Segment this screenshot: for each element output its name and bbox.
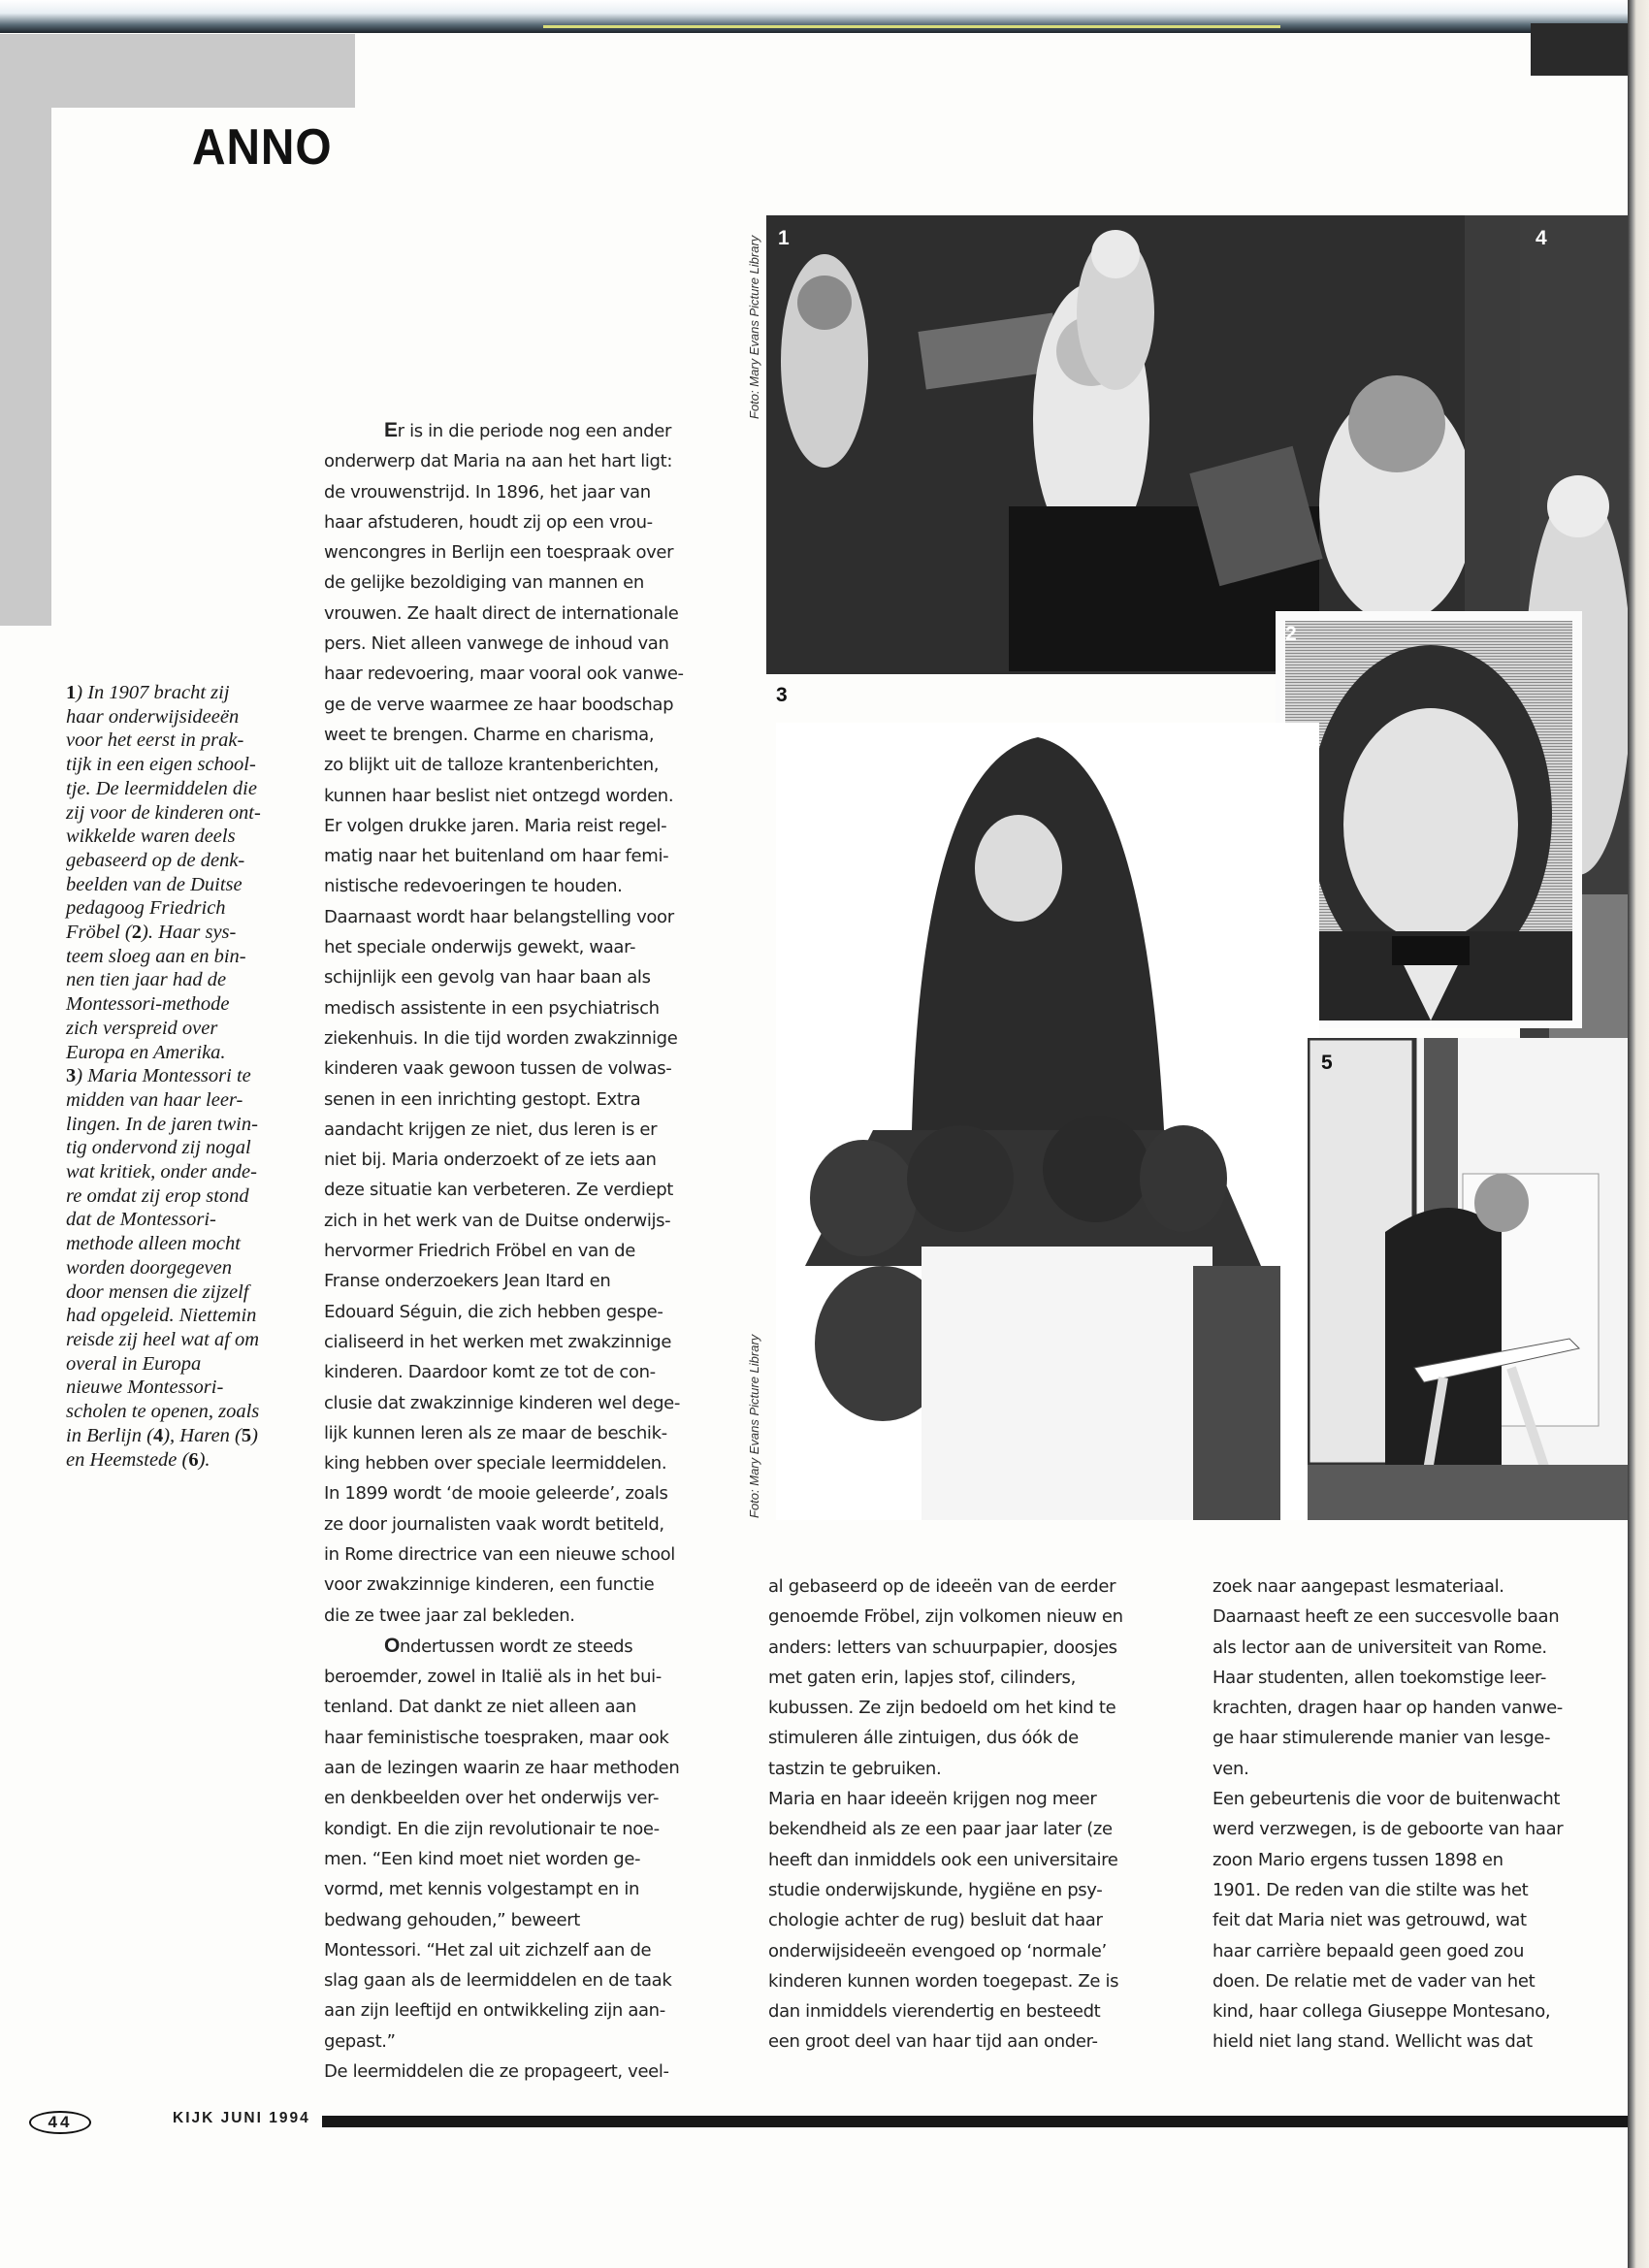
article-text: r is in die periode nog een ander	[397, 421, 672, 441]
article-line	[324, 1692, 722, 1722]
page-gutter-edge	[1628, 0, 1649, 2268]
article-text: chologie achter de rug) besluit dat haar	[768, 1910, 1103, 1931]
caption-text: beelden van de Duitse	[66, 873, 242, 895]
article-line	[1212, 1936, 1620, 1966]
article-line	[324, 629, 722, 659]
article-line	[1212, 1966, 1620, 1996]
caption-text: ). Haar sys-	[142, 922, 237, 944]
article-text: senen in een inrichting gestopt. Extra	[324, 1088, 641, 1110]
article-text: tenland. Dat dankt ze niet alleen aan	[324, 1697, 636, 1718]
article-text: kinderen kunnen worden toegepast. Ze is	[768, 1970, 1119, 1992]
article-text: haar carrière bepaald geen goed zou	[1212, 1940, 1524, 1961]
article-text: kinderen. Daardoor komt ze tot de con-	[324, 1362, 656, 1383]
article-text: de vrouwenstrijd. In 1896, het jaar van	[324, 481, 651, 502]
caption-text: reisde zij heel wat af om	[66, 1328, 260, 1350]
caption-photo-number: 2	[131, 922, 142, 944]
caption-line	[66, 1256, 299, 1280]
caption-text: voor het eerst in prak-	[66, 729, 244, 752]
article-text: zoek naar aangepast lesmateriaal.	[1212, 1576, 1504, 1597]
article-text: kunnen haar beslist niet ontzegd worden.	[324, 785, 674, 806]
article-text: Daarnaast heeft ze een succesvolle baan	[1212, 1606, 1560, 1628]
caption-text: methode alleen mocht	[66, 1233, 241, 1255]
caption-line	[66, 1088, 299, 1113]
article-text: Haar studenten, allen toekomstige leer-	[1212, 1667, 1547, 1688]
scan-top-highlight	[543, 25, 1280, 28]
article-line	[768, 1784, 1195, 1814]
article-line	[324, 1388, 722, 1418]
article-text: men. “Een kind moet niet worden ge-	[324, 1848, 641, 1869]
top-right-dark-block	[1531, 23, 1628, 76]
article-text: zo blijkt uit de talloze krantenberichten,	[324, 755, 660, 776]
caption-line	[66, 1424, 299, 1448]
article-line	[324, 659, 722, 689]
photo-1-classroom	[766, 215, 1520, 674]
article-line	[768, 1663, 1195, 1693]
article-line	[324, 1418, 722, 1448]
caption-line	[66, 705, 299, 729]
article-text: ge haar stimulerende manier van lesge-	[1212, 1728, 1551, 1749]
article-text: zoon Mario ergens tussen 1898 en	[1212, 1849, 1504, 1870]
grey-side-band	[0, 34, 51, 626]
article-line	[324, 1085, 722, 1115]
caption-line	[66, 1448, 299, 1473]
article-line	[324, 1844, 722, 1874]
drop-initial: E	[384, 419, 398, 441]
caption-text: )	[251, 1424, 258, 1446]
article-line	[324, 690, 722, 720]
article-text: werd verzwegen, is de geboorte van haar	[1212, 1819, 1564, 1840]
article-line	[768, 2026, 1195, 2057]
article-text: king hebben over speciale leermiddelen.	[324, 1453, 667, 1474]
article-text: Er volgen drukke jaren. Maria reist regel-	[324, 815, 667, 836]
article-column-2	[768, 1571, 1195, 2057]
article-line	[324, 2057, 722, 2087]
article-text: kondigt. En die zijn revolutionair te noe-	[324, 1818, 660, 1839]
caption-text: wikkelde waren deels	[66, 826, 236, 848]
caption-text: scholen te openen, zoals	[66, 1401, 260, 1423]
article-line	[1212, 1754, 1620, 1784]
article-text: In 1899 wordt ‘de mooie geleerde’, zoals	[324, 1483, 668, 1505]
article-text: anders: letters van schuurpapier, doosjes	[768, 1636, 1117, 1658]
caption-text: haar onderwijsideeën	[66, 705, 240, 728]
photo-3-number: 3	[776, 684, 788, 706]
article-text: kinderen vaak gewoon tussen de volwas-	[324, 1058, 672, 1080]
article-line	[768, 1996, 1195, 2026]
article-line	[324, 932, 722, 962]
photo-5-haren	[1308, 1038, 1628, 1520]
article-line	[1212, 1723, 1620, 1753]
article-text: als lector aan de universiteit van Rome.	[1212, 1636, 1547, 1658]
article-line	[324, 1023, 722, 1053]
article-text: kind, haar collega Giuseppe Montesano,	[1212, 2001, 1551, 2023]
article-text: onderwijsideeën evengoed op ‘normale’	[768, 1940, 1107, 1961]
article-line	[324, 1814, 722, 1844]
caption-photo-number: 4	[152, 1424, 164, 1446]
article-line	[324, 1357, 722, 1387]
article-line	[1212, 1693, 1620, 1723]
article-text: cialiseerd in het werken met zwakzinnige	[324, 1331, 672, 1352]
article-text: studie onderwijskunde, hygiëne en psy-	[768, 1879, 1103, 1900]
photo-1-label: 1	[778, 227, 790, 249]
article-text: ge de verve waarmee ze haar boodschap	[324, 694, 674, 715]
article-text: en denkbeelden over het onderwijs ver-	[324, 1788, 660, 1809]
article-text: nistische redevoeringen te houden.	[324, 876, 623, 897]
article-text: met gaten erin, lapjes stof, cilinders,	[768, 1667, 1076, 1688]
article-line	[324, 1631, 722, 1662]
article-text: haar afstuderen, houdt zij op een vrou-	[324, 511, 653, 533]
article-line	[324, 902, 722, 932]
caption-photo-number: 5	[241, 1424, 252, 1446]
article-line	[324, 1509, 722, 1539]
article-line	[324, 1723, 722, 1753]
article-line	[324, 1145, 722, 1175]
article-text: ze door journalisten vaak wordt betiteld,	[324, 1513, 664, 1535]
caption-text: zich verspreid over	[66, 1017, 218, 1039]
article-text: Montessori. “Het zal uit zichzelf aan de	[324, 1939, 652, 1960]
caption-line	[66, 1160, 299, 1184]
article-line	[1212, 1663, 1620, 1693]
caption-line	[66, 1064, 299, 1088]
article-line	[768, 1845, 1195, 1875]
article-line	[1212, 1875, 1620, 1905]
article-text: aandacht krijgen ze niet, dus leren is er	[324, 1118, 658, 1140]
article-line	[324, 567, 722, 598]
photo-5-illustration	[1308, 1038, 1628, 1520]
caption-line	[66, 945, 299, 969]
article-line	[324, 2026, 722, 2057]
article-text: 1901. De reden van die stilte was het	[1212, 1879, 1529, 1900]
caption-text: ), Haren (	[163, 1424, 242, 1446]
article-text: genoemde Fröbel, zijn volkomen nieuw en	[768, 1606, 1123, 1628]
article-text: schijnlijk een gevolg van haar baan als	[324, 967, 651, 988]
caption-line	[66, 753, 299, 777]
article-text: gepast.”	[324, 2030, 396, 2052]
caption-text: pedagoog Friedrich	[66, 897, 226, 920]
article-column-3	[1212, 1571, 1620, 2057]
article-text: beroemder, zowel in Italië als in het bui-	[324, 1667, 662, 1688]
article-text: Daarnaast wordt haar belangstelling voor	[324, 906, 674, 927]
article-text: doen. De relatie met de vader van het	[1212, 1970, 1536, 1992]
photo-2-label: 2	[1285, 623, 1297, 645]
caption-line	[66, 1041, 299, 1065]
caption-photo-number: 3	[66, 1065, 77, 1087]
caption-line	[66, 801, 299, 826]
caption-line	[66, 873, 299, 897]
caption-text: door mensen die zijzelf	[66, 1280, 249, 1303]
article-text: clusie dat zwakzinnige kinderen wel dege-	[324, 1392, 681, 1413]
article-text: stimuleren álle zintuigen, dus óók de	[768, 1728, 1079, 1749]
caption-line	[66, 777, 299, 801]
article-line	[324, 1753, 722, 1783]
article-line	[324, 1206, 722, 1236]
caption-text: nieuwe Montessori-	[66, 1377, 224, 1399]
article-text: onderwerp dat Maria na aan het hart ligt:	[324, 451, 673, 472]
article-line	[324, 1601, 722, 1631]
photo-4-label: 4	[1536, 227, 1547, 249]
photo-2-illustration	[1285, 621, 1572, 1021]
caption-line	[66, 849, 299, 873]
article-text: dan inmiddels vierendertig en besteedt	[768, 2001, 1101, 2023]
article-line	[768, 1633, 1195, 1663]
caption-text: wat kritiek, onder ande-	[66, 1161, 257, 1183]
article-line	[1212, 1905, 1620, 1935]
caption-text: worden doorgegeven	[66, 1256, 232, 1279]
article-text: die ze twee jaar zal bekleden.	[324, 1604, 575, 1626]
article-line	[324, 1995, 722, 2025]
article-line	[324, 1297, 722, 1327]
caption-text: lingen. In de jaren twin-	[66, 1113, 258, 1135]
drop-initial: O	[384, 1634, 400, 1657]
caption-line	[66, 1328, 299, 1352]
article-text: vormd, met kennis volgestampt en in	[324, 1879, 640, 1900]
caption-line	[66, 968, 299, 992]
page-number: 44	[29, 2111, 91, 2134]
article-text: heeft dan inmiddels ook een universitaire	[768, 1849, 1118, 1870]
caption-text: en Heemstede (	[66, 1448, 189, 1471]
caption-text: tje. De leermiddelen die	[66, 777, 257, 799]
caption-line	[66, 729, 299, 753]
article-text: ziekenhuis. In die tijd worden zwakzinnige	[324, 1027, 678, 1049]
article-text: De leermiddelen die ze propageert, veel-	[324, 2061, 669, 2083]
article-line	[324, 811, 722, 841]
article-line	[324, 1662, 722, 1692]
photo-3-montessori-with-pupils	[776, 723, 1319, 1520]
caption-photo-number: 6	[188, 1448, 199, 1471]
article-text: aan de lezingen waarin ze haar methoden	[324, 1758, 680, 1779]
article-text: ven.	[1212, 1758, 1249, 1779]
photo-credit-1: Foto: Mary Evans Picture Library	[747, 235, 761, 419]
caption-text: nen tien jaar had de	[66, 969, 227, 991]
caption-text: midden van haar leer-	[66, 1088, 243, 1111]
article-text: zich in het werk van de Duitse onderwijs-	[324, 1210, 671, 1231]
article-line	[1212, 1602, 1620, 1632]
article-text: Een gebeurtenis die voor de buitenwacht	[1212, 1789, 1561, 1810]
photo-1-illustration	[766, 215, 1520, 674]
caption-line	[66, 1113, 299, 1137]
article-line	[324, 962, 722, 992]
article-line	[324, 720, 722, 750]
article-line	[768, 1966, 1195, 1996]
article-line	[324, 415, 722, 446]
article-line	[324, 1874, 722, 1904]
caption-text: zij voor de kinderen ont-	[66, 801, 261, 824]
article-text: hield niet lang stand. Wellicht was dat	[1212, 2031, 1533, 2053]
caption-text: in Berlijn (	[66, 1424, 153, 1446]
article-line	[324, 1266, 722, 1296]
article-line	[324, 993, 722, 1023]
photo-credit-3: Foto: Mary Evans Picture Library	[747, 1334, 761, 1518]
article-text: vrouwen. Ze haalt direct de internationale	[324, 602, 679, 624]
footer-rule	[322, 2116, 1628, 2127]
caption-line	[66, 1208, 299, 1232]
caption-text: gebaseerd op de denk-	[66, 849, 245, 871]
caption-line	[66, 1400, 299, 1424]
article-line	[324, 871, 722, 901]
article-line	[768, 1905, 1195, 1935]
caption-text: overal in Europa	[66, 1352, 202, 1375]
article-text: al gebaseerd op de ideeën van de eerder	[768, 1576, 1116, 1597]
caption-text: ).	[198, 1448, 210, 1471]
caption-text: had opgeleid. Niettemin	[66, 1305, 257, 1327]
article-line	[768, 1571, 1195, 1602]
caption-line	[66, 1304, 299, 1328]
article-line	[768, 1814, 1195, 1844]
caption-line	[66, 1232, 299, 1256]
article-line	[1212, 1845, 1620, 1875]
article-line	[324, 1539, 722, 1570]
caption-line	[66, 1280, 299, 1305]
article-line	[324, 1327, 722, 1357]
article-line	[1212, 1996, 1620, 2026]
article-line	[324, 446, 722, 476]
caption-text: ) Maria Montessori te	[76, 1065, 251, 1087]
article-line	[324, 477, 722, 507]
caption-line	[66, 896, 299, 921]
photo-2-engraving	[1285, 621, 1572, 1021]
article-text: voor zwakzinnige kinderen, een functie	[324, 1574, 655, 1596]
caption-line	[66, 825, 299, 849]
caption-line	[66, 1136, 299, 1160]
grey-header-band	[0, 34, 355, 108]
article-line	[324, 1570, 722, 1600]
photo-2-frobel-portrait	[1276, 611, 1582, 1028]
article-line	[324, 537, 722, 567]
article-line	[324, 781, 722, 811]
photo-5-label: 5	[1321, 1052, 1333, 1074]
article-line	[1212, 1571, 1620, 1602]
article-line	[1212, 1814, 1620, 1844]
article-line	[1212, 1633, 1620, 1663]
caption-text: ) In 1907 bracht zij	[76, 682, 230, 703]
caption-text: teem sloeg aan en bin-	[66, 945, 246, 967]
article-line	[768, 1723, 1195, 1753]
article-line	[324, 1115, 722, 1145]
article-text: krachten, dragen haar op handen vanwe-	[1212, 1698, 1563, 1719]
article-text: feit dat Maria niet was getrouwd, wat	[1212, 1910, 1527, 1931]
article-text: Edouard Séguin, die zich hebben gespe-	[324, 1301, 663, 1322]
magazine-issue: KIJK JUNI 1994	[173, 2110, 310, 2126]
article-text: een groot deel van haar tijd aan onder-	[768, 2031, 1098, 2053]
article-line	[324, 750, 722, 780]
article-text: aan zijn leeftijd en ontwikkeling zijn aan-	[324, 2000, 665, 2022]
article-text: slag gaan als de leermiddelen en de taak	[324, 1970, 672, 1992]
article-text: Maria en haar ideeën krijgen nog meer	[768, 1789, 1097, 1810]
caption-line	[66, 681, 299, 705]
article-line	[324, 1905, 722, 1935]
article-text: het speciale onderwijs gewekt, waar-	[324, 937, 636, 958]
caption-text: tijk in een eigen school-	[66, 754, 256, 776]
article-line	[324, 1053, 722, 1084]
caption-text: Europa en Amerika.	[66, 1041, 226, 1063]
caption-line	[66, 1017, 299, 1041]
article-text: bedwang gehouden,” beweert	[324, 1909, 580, 1930]
article-text: deze situatie kan verbeteren. Ze verdiept	[324, 1180, 674, 1201]
caption-photo-number: 1	[66, 682, 77, 703]
article-text: medisch assistente in een psychiatrisch	[324, 997, 660, 1019]
article-line	[324, 1935, 722, 1965]
caption-line	[66, 992, 299, 1017]
article-line	[1212, 2026, 1620, 2057]
photo-captions	[66, 681, 299, 1472]
article-line	[324, 1448, 722, 1478]
article-line	[768, 1693, 1195, 1723]
article-text: niet bij. Maria onderzoekt of ze iets aan	[324, 1150, 657, 1171]
article-line	[1212, 1784, 1620, 1814]
article-text: matig naar het buitenland om haar femi-	[324, 846, 669, 867]
article-text: bekendheid als ze een paar jaar later (ze	[768, 1819, 1113, 1840]
article-line	[324, 1783, 722, 1813]
caption-line	[66, 1184, 299, 1209]
article-line	[324, 1478, 722, 1508]
article-text: de gelijke bezoldiging van mannen en	[324, 572, 644, 594]
article-line	[324, 841, 722, 871]
caption-text: tig ondervond zij nogal	[66, 1137, 251, 1159]
article-text: kubussen. Ze zijn bedoeld om het kind te	[768, 1698, 1116, 1719]
article-text: hervormer Friedrich Fröbel en van de	[324, 1241, 635, 1262]
article-text: haar feministische toespraken, maar ook	[324, 1727, 669, 1748]
article-text: wencongres in Berlijn een toespraak over	[324, 542, 674, 564]
photo-3-illustration	[776, 723, 1319, 1520]
article-line	[324, 599, 722, 629]
caption-line	[66, 1352, 299, 1377]
article-line	[324, 1236, 722, 1266]
article-column-1	[324, 415, 722, 2087]
caption-text: Fröbel (	[66, 922, 132, 944]
article-text: lijk kunnen leren als ze maar de beschik-	[324, 1422, 667, 1443]
caption-text: re omdat zij erop stond	[66, 1184, 249, 1207]
article-text: tastzin te gebruiken.	[768, 1758, 942, 1779]
article-line	[324, 507, 722, 537]
article-text: ndertussen wordt ze steeds	[400, 1636, 633, 1657]
caption-line	[66, 921, 299, 945]
article-line	[324, 1175, 722, 1205]
article-text: Franse onderzoekers Jean Itard en	[324, 1271, 611, 1292]
article-line	[768, 1936, 1195, 1966]
article-line	[324, 1965, 722, 1995]
article-line	[768, 1754, 1195, 1784]
article-text: weet te brengen. Charme en charisma,	[324, 724, 655, 745]
caption-text: Montessori-methode	[66, 993, 230, 1016]
article-text: in Rome directrice van een nieuwe school	[324, 1543, 675, 1565]
article-text: pers. Niet alleen vanwege de inhoud van	[324, 633, 669, 655]
article-line	[768, 1875, 1195, 1905]
page-title: ANNO	[192, 119, 333, 176]
caption-line	[66, 1376, 299, 1400]
article-text: haar redevoering, maar vooral ook vanwe-	[324, 664, 684, 685]
article-line	[768, 1602, 1195, 1632]
caption-text: dat de Montessori-	[66, 1209, 216, 1231]
